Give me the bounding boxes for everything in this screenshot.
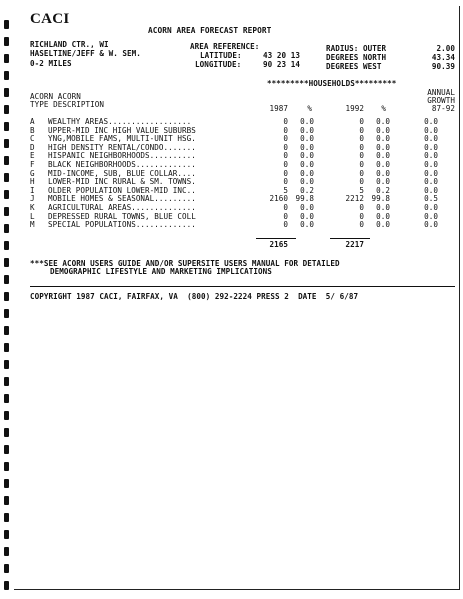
row-percent-1987: 0.0 xyxy=(300,117,314,126)
footnote-line1: ***SEE ACORN USERS GUIDE AND/OR SUPERSITE USERS MANUAL FOR DETAILED xyxy=(30,259,340,268)
degrees-west-value: 90.39 xyxy=(431,62,455,71)
binder-hole xyxy=(4,156,9,165)
row-households-1992: 0 xyxy=(359,211,364,221)
binder-hole xyxy=(4,122,9,131)
row-households-1992: 0 xyxy=(359,203,364,212)
row-annual-growth: 0.0 xyxy=(424,134,438,144)
binder-hole xyxy=(4,258,9,267)
row-description: UPPER-MID INC HIGH VALUE SUBURBS xyxy=(48,125,196,135)
row-households-1992: 0 xyxy=(359,168,364,178)
longitude-label: LONGITUDE: xyxy=(195,60,242,69)
row-percent-1992: 0.0 xyxy=(376,134,390,144)
row-code: K xyxy=(30,203,35,212)
row-percent-1992: 0.0 xyxy=(376,125,390,135)
row-annual-growth: 0.5 xyxy=(424,194,438,204)
row-households-1987: 0 xyxy=(283,177,288,187)
binder-hole xyxy=(4,547,9,556)
type-description-header: TYPE DESCRIPTION xyxy=(30,100,104,109)
row-households-1992: 0 xyxy=(359,125,364,135)
binder-hole xyxy=(4,581,9,590)
row-households-1992: 0 xyxy=(359,117,364,126)
row-households-1992: 0 xyxy=(359,142,364,152)
row-percent-1992: 0.0 xyxy=(376,211,390,221)
row-percent-1987: 0.0 xyxy=(300,177,314,187)
row-percent-1992: 0.0 xyxy=(376,220,390,230)
col-1992-header: 1992 xyxy=(345,104,364,113)
row-households-1987: 0 xyxy=(283,203,288,212)
row-households-1987: 0 xyxy=(283,134,288,144)
row-annual-growth: 0.0 xyxy=(424,203,438,212)
location-line2: HASELTINE/JEFF & W. SEM. xyxy=(30,49,141,58)
row-percent-1987: 0.0 xyxy=(300,151,314,161)
binder-hole xyxy=(4,564,9,573)
location-line1: RICHLAND CTR., WI xyxy=(30,40,109,49)
row-percent-1992: 99.8 xyxy=(371,194,390,204)
row-annual-growth: 0.0 xyxy=(424,160,438,169)
row-percent-1987: 0.0 xyxy=(300,168,314,178)
row-code: M xyxy=(30,220,35,230)
row-households-1992: 0 xyxy=(359,134,364,144)
binder-hole xyxy=(4,479,9,488)
total-1987-rule xyxy=(256,238,296,239)
row-households-1987: 0 xyxy=(283,160,288,169)
row-percent-1987: 0.0 xyxy=(300,160,314,169)
row-code: J xyxy=(30,194,35,204)
row-annual-growth: 0.0 xyxy=(424,220,438,230)
row-percent-1987: 0.2 xyxy=(300,185,314,195)
row-code: B xyxy=(30,125,35,135)
row-description: HISPANIC NEIGHBORHOODS.......... xyxy=(48,151,196,161)
row-description: LOWER-MID INC RURAL & SM. TOWNS. xyxy=(48,177,196,187)
row-households-1987: 0 xyxy=(283,151,288,161)
degrees-west-label: DEGREES WEST xyxy=(326,62,382,71)
row-code: A xyxy=(30,117,35,126)
binder-holes xyxy=(0,0,16,599)
binder-hole xyxy=(4,530,9,539)
row-percent-1992: 0.0 xyxy=(376,203,390,212)
binder-hole xyxy=(4,377,9,386)
row-households-1987: 0 xyxy=(283,211,288,221)
binder-hole xyxy=(4,173,9,182)
row-annual-growth: 0.0 xyxy=(424,117,438,126)
total-1992-rule xyxy=(330,238,370,239)
binder-hole xyxy=(4,71,9,80)
area-reference-label: AREA REFERENCE: xyxy=(190,42,260,51)
binder-hole xyxy=(4,88,9,97)
col-1987-header: 1987 xyxy=(269,104,288,113)
binder-hole xyxy=(4,394,9,403)
binder-hole xyxy=(4,462,9,471)
row-percent-1987: 0.0 xyxy=(300,134,314,144)
row-percent-1987: 0.0 xyxy=(300,220,314,230)
footer-rule xyxy=(30,286,455,287)
row-code: L xyxy=(30,211,35,221)
row-code: D xyxy=(30,142,35,152)
binder-hole xyxy=(4,360,9,369)
radius-value: 2.00 xyxy=(436,44,455,53)
location-line3: 0-2 MILES xyxy=(30,59,72,68)
total-1987: 2165 xyxy=(269,240,288,249)
row-households-1987: 0 xyxy=(283,220,288,230)
row-percent-1987: 0.0 xyxy=(300,142,314,152)
binder-hole xyxy=(4,445,9,454)
row-percent-1992: 0.2 xyxy=(376,185,390,195)
row-code: F xyxy=(30,160,35,169)
row-households-1987: 0 xyxy=(283,117,288,126)
row-description: DEPRESSED RURAL TOWNS, BLUE COLL xyxy=(48,211,196,221)
degrees-north-value: 43.34 xyxy=(431,53,455,62)
col-pct2-header: % xyxy=(381,104,386,113)
row-percent-1992: 0.0 xyxy=(376,177,390,187)
row-households-1992: 0 xyxy=(359,151,364,161)
row-households-1987: 5 xyxy=(283,185,288,195)
row-description: BLACK NEIGHBORHOODS............. xyxy=(48,160,196,169)
binder-hole xyxy=(4,309,9,318)
row-percent-1992: 0.0 xyxy=(376,151,390,161)
row-percent-1987: 99.8 xyxy=(295,194,314,204)
row-annual-growth: 0.0 xyxy=(424,177,438,187)
binder-hole xyxy=(4,54,9,63)
row-description: WEALTHY AREAS.................. xyxy=(48,117,192,126)
binder-hole xyxy=(4,496,9,505)
binder-hole xyxy=(4,513,9,522)
row-code: H xyxy=(30,177,35,187)
longitude-value: 90 23 14 xyxy=(263,60,300,69)
binder-hole xyxy=(4,275,9,284)
row-percent-1992: 0.0 xyxy=(376,160,390,169)
binder-hole xyxy=(4,105,9,114)
binder-hole xyxy=(4,224,9,233)
row-households-1992: 0 xyxy=(359,160,364,169)
households-banner: *********HOUSEHOLDS********* xyxy=(267,79,397,88)
binder-hole xyxy=(4,343,9,352)
row-percent-1987: 0.0 xyxy=(300,125,314,135)
growth-label: GROWTH xyxy=(427,96,455,105)
row-code: C xyxy=(30,134,35,144)
binder-hole xyxy=(4,207,9,216)
col-pct1-header: % xyxy=(307,104,312,113)
growth-years-header: 87-92 xyxy=(431,104,455,113)
row-percent-1992: 0.0 xyxy=(376,142,390,152)
row-description: HIGH DENSITY RENTAL/CONDO....... xyxy=(48,142,196,152)
row-description: SPECIAL POPULATIONS............. xyxy=(48,220,196,230)
page-edge-right xyxy=(459,6,460,590)
binder-hole xyxy=(4,37,9,46)
row-percent-1987: 0.0 xyxy=(300,203,314,212)
row-annual-growth: 0.0 xyxy=(424,185,438,195)
row-code: I xyxy=(30,185,35,195)
row-households-1987: 0 xyxy=(283,125,288,135)
row-annual-growth: 0.0 xyxy=(424,142,438,152)
binder-hole xyxy=(4,20,9,29)
row-description: MID-INCOME, SUB, BLUE COLLAR.... xyxy=(48,168,196,178)
row-description: AGRICULTURAL AREAS.............. xyxy=(48,203,196,212)
row-code: G xyxy=(30,168,35,178)
row-code: E xyxy=(30,151,35,161)
row-households-1987: 0 xyxy=(283,142,288,152)
row-description: MOBILE HOMES & SEASONAL......... xyxy=(48,194,196,204)
report-title: ACORN AREA FORECAST REPORT xyxy=(148,26,272,35)
row-description: YNG,MOBILE FAMS, MULTI-UNIT HSG. xyxy=(48,134,196,144)
binder-hole xyxy=(4,190,9,199)
acorn-header: ACORN ACORN xyxy=(30,92,81,101)
annual-label: ANNUAL xyxy=(427,88,455,97)
binder-hole xyxy=(4,241,9,250)
row-percent-1992: 0.0 xyxy=(376,168,390,178)
page-edge-bottom xyxy=(14,589,460,590)
latitude-value: 43 20 13 xyxy=(263,51,300,60)
copyright-line: COPYRIGHT 1987 CACI, FAIRFAX, VA (800) 292-2224 PRESS 2 DATE 5/ 6/87 xyxy=(30,292,359,301)
radius-label: RADIUS: OUTER xyxy=(326,44,387,53)
row-households-1992: 2212 xyxy=(345,194,364,204)
footnote-line2: DEMOGRAPHIC LIFESTYLE AND MARKETING IMPLICATIONS xyxy=(50,267,272,276)
table-row xyxy=(30,220,455,229)
row-households-1992: 5 xyxy=(359,185,364,195)
row-annual-growth: 0.0 xyxy=(424,151,438,161)
binder-hole xyxy=(4,292,9,301)
row-annual-growth: 0.0 xyxy=(424,211,438,221)
binder-hole xyxy=(4,428,9,437)
total-1992: 2217 xyxy=(345,240,364,249)
row-percent-1992: 0.0 xyxy=(376,117,390,126)
row-annual-growth: 0.0 xyxy=(424,168,438,178)
row-annual-growth: 0.0 xyxy=(424,125,438,135)
binder-hole xyxy=(4,139,9,148)
binder-hole xyxy=(4,326,9,335)
caci-logo: CACI xyxy=(30,11,70,27)
row-households-1992: 0 xyxy=(359,220,364,230)
latitude-label: LATITUDE: xyxy=(200,51,242,60)
row-households-1987: 2160 xyxy=(269,194,288,204)
row-households-1992: 0 xyxy=(359,177,364,187)
binder-hole xyxy=(4,411,9,420)
row-description: OLDER POPULATION LOWER-MID INC.. xyxy=(48,185,196,195)
row-households-1987: 0 xyxy=(283,168,288,178)
row-percent-1987: 0.0 xyxy=(300,211,314,221)
degrees-north-label: DEGREES NORTH xyxy=(326,53,387,62)
